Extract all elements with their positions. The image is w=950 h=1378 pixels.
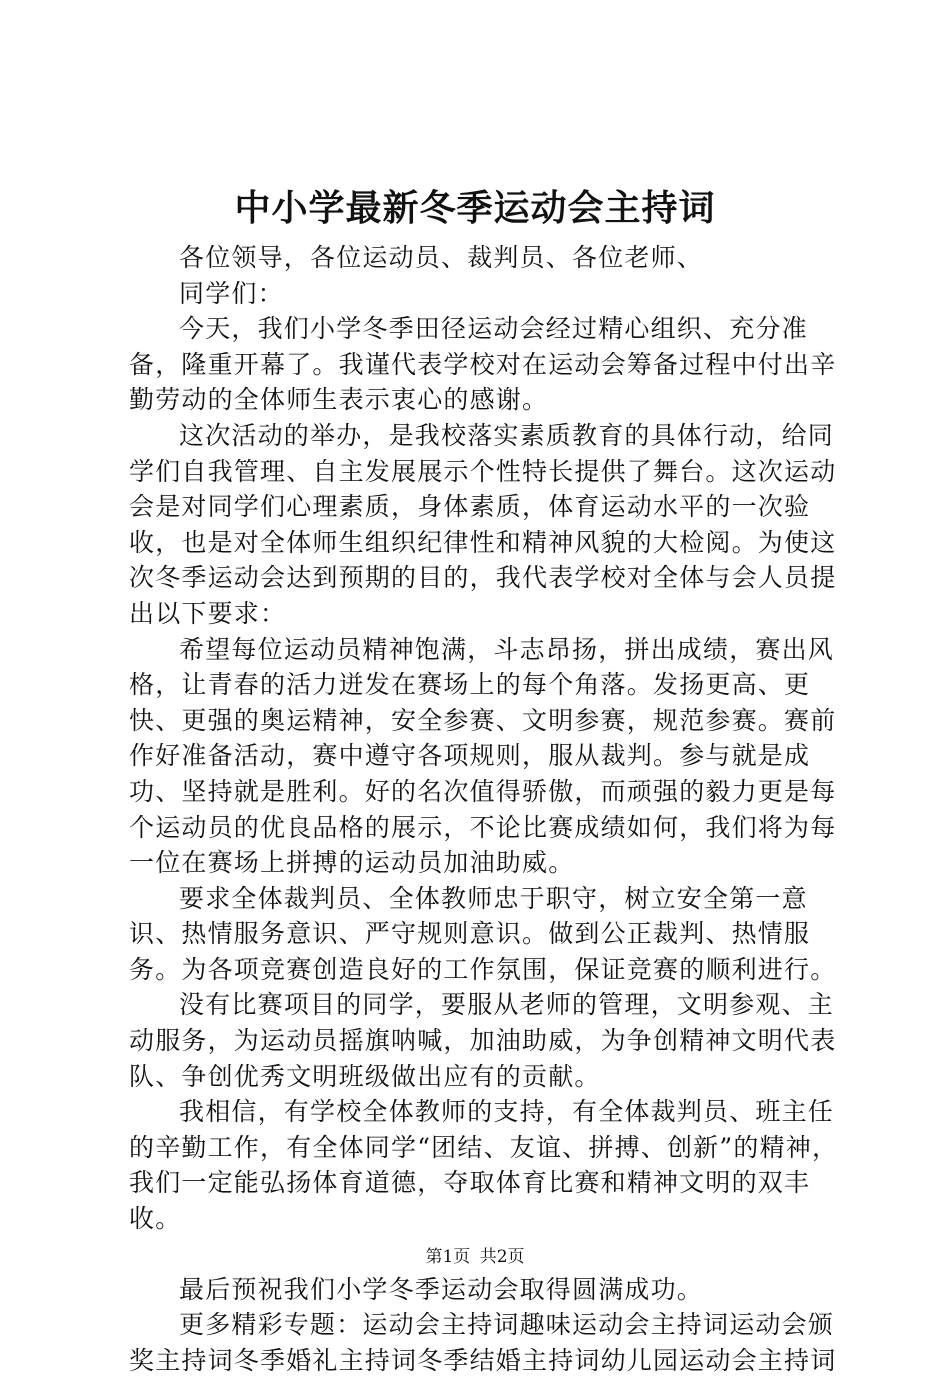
paragraph-confidence: 我相信，有学校全体教师的支持，有全体裁判员、班主任的辛勤工作，有全体同学“团结、友谊、拼搏、创新”的精神，我们一定能弘扬体育道德，夺取体育比赛和精神文明的双丰收。: [129, 1097, 839, 1234]
document-body: [129, 240, 853, 1378]
paragraph-opening: 今天，我们小学冬季田径运动会经过精心组织、充分准备，隆重开幕了。我谨代表学校对在运动会筹备过程中付出辛勤劳动的全体师生表示衷心的感谢。: [129, 314, 837, 415]
salutation-line-1: 各位领导，各位运动员、裁判员、各位老师、: [179, 243, 704, 272]
salutation-line-2: 同学们：: [179, 278, 284, 308]
paragraph-purpose: 这次活动的举办，是我校落实素质教育的具体行动，给同学们自我管理、自主发展展示个性特长提供了舞台。这次运动会是对同学们心理素质，身体素质，体育运动水平的一次验收，也是对全体师生组织纪律性和精神风貌的大检阅。为使这次冬季运动会达到预期的目的，我代表学校对全体与会人员提出以下要求：: [129, 420, 837, 628]
paragraph-referees: 要求全体裁判员、全体教师忠于职守，树立安全第一意识、热情服务意识、严守规则意识。做到公正裁判、热情服务。为各项竞赛创造良好的工作氛围，保证竞赛的顺利进行。: [129, 883, 837, 984]
page-footer: [0, 1245, 950, 1269]
page-number: 第1页: [425, 1247, 471, 1267]
page-total: 共2页: [479, 1247, 525, 1267]
paragraph-athletes: 希望每位运动员精神饱满，斗志昂扬，拼出成绩，赛出风格，让青春的活力迸发在赛场上的每个角落。发扬更高、更快、更强的奥运精神，安全参赛、文明参赛，规范参赛。赛前作好准备活动，赛中遵守各项规则，服从裁判。参与就是成功、坚持就是胜利。好的名次值得骄傲，而顽强的毅力更是每个运动员的优良品格的展示，不论比赛成绩如何，我们将为每一位在赛场上拼搏的运动员加油助威。: [129, 634, 837, 878]
document-title: 中小学最新冬季运动会主持词: [234, 187, 716, 229]
paragraph-more-topics: 更多精彩专题：运动会主持词趣味运动会主持词运动会颁奖主持词冬季婚礼主持词冬季结婚主持词幼儿园运动会主持词: [129, 1310, 837, 1375]
paragraph-students: 没有比赛项目的同学，要服从老师的管理，文明参观、主动服务，为运动员摇旗呐喊，加油助威，为争创精神文明代表队、争创优秀文明班级做出应有的贡献。: [129, 990, 837, 1091]
paragraph-closing: 最后预祝我们小学冬季运动会取得圆满成功。: [179, 1274, 704, 1304]
